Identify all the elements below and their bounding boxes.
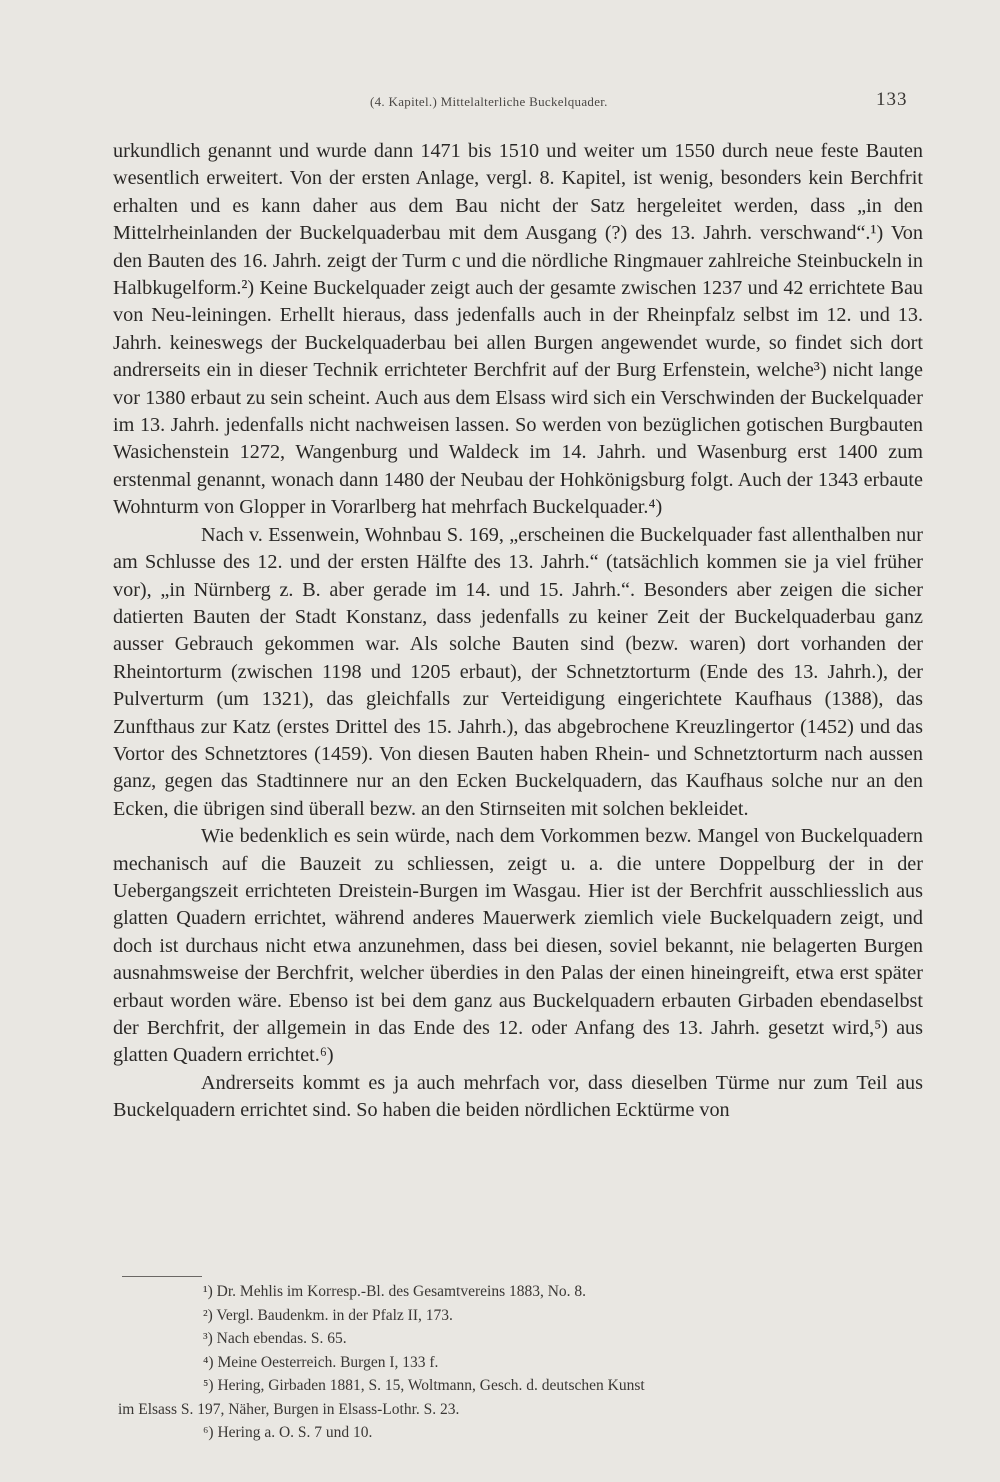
footnote: ⁶) Hering a. O. S. 7 und 10. — [203, 1424, 373, 1441]
footnote-continuation: im Elsass S. 197, Näher, Burgen in Elsass-Lothr. S. 23. — [118, 1400, 460, 1418]
footnote: ¹) Dr. Mehlis im Korresp.-Bl. des Gesamtvereins 1883, No. 8. — [203, 1283, 587, 1300]
footnotes — [118, 1280, 938, 1445]
footnote: ³) Nach ebendas. S. 65. — [203, 1330, 347, 1347]
footnote: ⁵) Hering, Girbaden 1881, S. 15, Woltmann, Gesch. d. deutschen Kunst — [203, 1377, 645, 1394]
running-header: (4. Kapitel.) Mittelalterliche Buckelquader. — [370, 94, 608, 109]
page-number: 133 — [876, 89, 908, 110]
paragraph: urkundlich genannt und wurde dann 1471 bis 1510 und weiter um 1550 durch neue feste Bauten wesentlich erweitert. Von der ersten Anlage, vergl. 8. Kapitel, ist wenig, besonders kein Berchfrit erhalten und es kann daher aus dem Bau nicht der Satz hergeleitet werden, dass „in den Mittelrheinlanden der Buckelquaderbau mit dem Ausgang (?) des 13. Jahrh. verschwand“.¹) Von den Bauten des 16. Jahrh. zeigt der Turm c und die nördliche Ringmauer zahlreiche Steinbuckeln in Halbkugelform.²) Keine Buckelquader zeigt auch der gesamte zwischen 1237 und 42 errichtete Bau von Neu-leiningen. Erhellt hieraus, dass jedenfalls auch in der Rheinpfalz selbst im 12. und 13. Jahrh. keineswegs der Buckelquaderbau bei allen Burgen angewendet wurde, so findet sich dort andrerseits ein in dieser Technik errichteter Berchfrit auf der Burg Erfenstein, welche³) nicht lange vor 1380 erbaut zu sein scheint. Auch aus dem Elsass wird sich ein Verschwinden der Buckelquader im 13. Jahrh. jedenfalls nicht nachweisen lassen. So werden von bezüglichen gotischen Burgbauten Wasichenstein 1272, Wangenburg und Waldeck im 14. Jahrh. und Wasenburg erst 1400 zum erstenmal genannt, wonach dann 1480 der Neubau der Hohkönigsburg folgt. Auch der 1343 erbaute Wohnturm von Glopper in Vorarlberg hat mehrfach Buckelquader.⁴) — [113, 140, 923, 519]
paragraph: Andrerseits kommt es ja auch mehrfach vor, dass dieselben Türme nur zum Teil aus Buckelquadern errichtet sind. So haben die beiden nördlichen Ecktürme von — [113, 1071, 923, 1122]
paragraph: Wie bedenklich es sein würde, nach dem Vorkommen bezw. Mangel von Buckelquadern mechanisch auf die Bauzeit zu schliessen, zeigt u. a. die untere Doppelburg der in der Uebergangszeit errichteten Dreistein-Burgen im Wasgau. Hier ist der Berchfrit ausschliesslich aus glatten Quadern errichtet, während anderes Mauerwerk ziemlich viele Buckelquadern zeigt, und doch ist durchaus nicht etwa anzunehmen, dass bei diesen, soviel bekannt, nie belagerten Burgen ausnahmsweise der Berchfrit, welcher überdies in den Palas der einen hineingreift, etwa erst später erbaut worden wäre. Ebenso ist bei dem ganz aus Buckelquadern erbauten Girbaden ebendaselbst der Berchfrit, der allgemein in das Ende des 12. oder Anfang des 13. Jahrh. gesetzt wird,⁵) aus glatten Quadern errichtet.⁶) — [113, 825, 923, 1067]
main-text — [113, 138, 923, 1125]
footnote: ²) Vergl. Baudenkm. in der Pfalz II, 173. — [203, 1306, 453, 1324]
footnote-rule — [122, 1276, 202, 1277]
paragraph: Nach v. Essenwein, Wohnbau S. 169, „erscheinen die Buckelquader fast allenthalben nur am Schlusse des 12. und der ersten Hälfte des 13. Jahrh.“ (tatsächlich kommen sie ja viel früher vor), „in Nürnberg z. B. aber gerade im 14. und 15. Jahrh.“. Besonders aber zeigen die sicher datierten Bauten der Stadt Konstanz, dass jedenfalls zu keiner Zeit der Buckelquaderbau ganz ausser Gebrauch gekommen war. Als solche Bauten sind (bezw. waren) dort vorhanden der Rheintorturm (zwischen 1198 und 1205 erbaut), der Schnetztorturm (Ende des 13. Jahrh.), der Pulverturm (um 1321), das gleichfalls zur Verteidigung eingerichtete Kaufhaus (1388), das Zunfthaus zur Katz (erstes Drittel des 15. Jahrh.), das abgebrochene Kreuzlingertor (1452) und das Vortor des Schnetztores (1459). Von diesen Bauten haben Rhein- und Schnetztorturm nach aussen ganz, gegen das Stadtinnere nur an den Ecken Buckelquadern, das Kaufhaus solche nur an den Ecken, die übrigen sind überall bezw. an den Stirnseiten mit solchen bekleidet. — [113, 523, 923, 820]
footnote: ⁴) Meine Oesterreich. Burgen I, 133 f. — [203, 1353, 439, 1371]
